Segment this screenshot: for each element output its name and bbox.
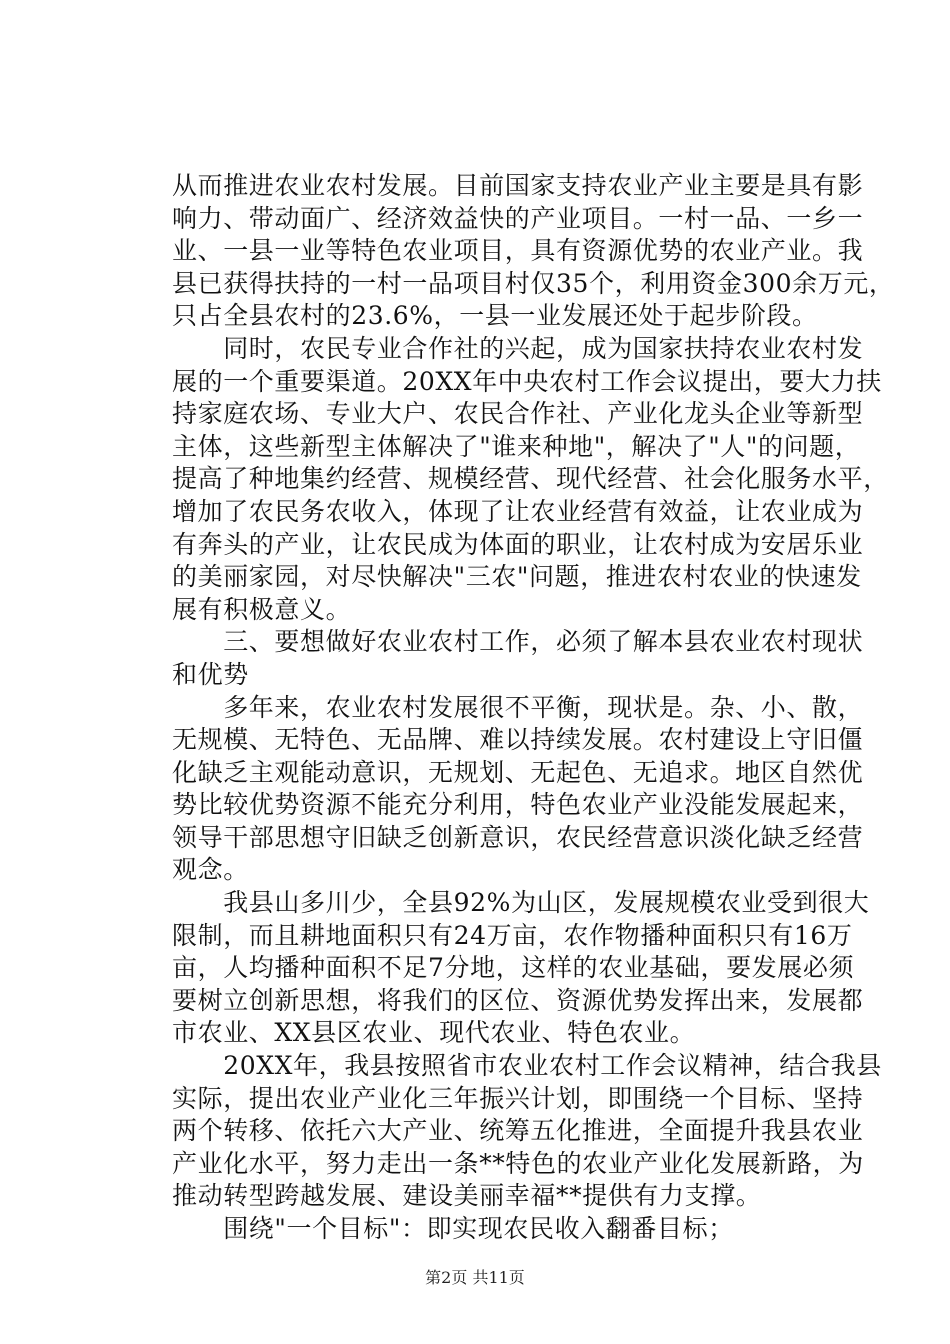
text-line: 主体，这些新型主体解决了"谁来种地"，解决了"人"的问题， [172, 431, 861, 461]
text-line: 只占全县农村的23.6%，一县一业发展还处于起步阶段。 [172, 301, 818, 331]
page-footer: 第2页 共11页 [425, 1268, 525, 1287]
text-line: 化缺乏主观能动意识，无规划、无起色、无追求。地区自然优 [172, 757, 864, 787]
text-line: 无规模、无特色、无品牌、难以持续发展。农村建设上守旧僵 [172, 725, 864, 755]
text-line: 业、一县一业等特色农业项目，具有资源优势的农业产业。我 [172, 236, 864, 266]
text-line: 展有积极意义。 [172, 594, 352, 624]
text-line: 有奔头的产业，让农民成为体面的职业，让农村成为安居乐业 [172, 529, 864, 559]
text-line: 响力、带动面广、经济效益快的产业项目。一村一品、一乡一 [172, 203, 864, 233]
text-line: 亩，人均播种面积不足7分地，这样的农业基础，要发展必须 [172, 953, 855, 983]
text-line: 限制，而且耕地面积只有24万亩，农作物播种面积只有16万 [172, 920, 853, 950]
text-line: 多年来，农业农村发展很不平衡，现状是。杂、小、散， [172, 692, 864, 722]
text-line: 实际，提出农业产业化三年振兴计划，即围绕一个目标、坚持 [172, 1083, 864, 1113]
section-heading: 和优势 [172, 659, 249, 689]
text-line: 增加了农民务农收入，体现了让农业经营有效益，让农业成为 [172, 496, 864, 526]
text-line: 同时，农民专业合作社的兴起，成为国家扶持农业农村发 [172, 333, 864, 363]
text-line: 市农业、XX县区农业、现代农业、特色农业。 [172, 1018, 696, 1048]
text-line: 提高了种地集约经营、规模经营、现代经营、社会化服务水平， [172, 464, 889, 494]
text-line: 我县山多川少，全县92%为山区，发展规模农业受到很大 [172, 888, 870, 918]
text-line: 要树立创新思想，将我们的区位、资源优势发挥出来，发展都 [172, 985, 864, 1015]
text-line: 围绕"一个目标"：即实现农民收入翻番目标； [172, 1214, 734, 1243]
text-line: 产业化水平，努力走出一条**特色的农业产业化发展新路，为 [172, 1148, 864, 1178]
text-line: 县已获得扶持的一村一品项目村仅35个，利用资金300余万元， [172, 268, 895, 298]
text-line: 推动转型跨越发展、建设美丽幸福**提供有力支撑。 [172, 1181, 762, 1211]
body-text [172, 170, 895, 1246]
text-line: 20XX年，我县按照省市农业农村工作会议精神，结合我县 [172, 1051, 882, 1081]
text-line: 的美丽家园，对尽快解决"三农"问题，推进农村农业的快速发 [172, 562, 862, 592]
text-line: 观念。 [172, 855, 249, 885]
text-line: 领导干部思想守旧缺乏创新意识，农民经营意识淡化缺乏经营 [172, 822, 864, 852]
text-line: 持家庭农场、专业大户、农民合作社、产业化龙头企业等新型 [172, 399, 864, 429]
text-line: 从而推进农业农村发展。目前国家支持农业产业主要是具有影 [172, 171, 864, 200]
section-heading: 三、要想做好农业农村工作，必须了解本县农业农村现状 [172, 627, 864, 657]
text-line: 展的一个重要渠道。20XX年中央农村工作会议提出，要大力扶 [172, 366, 882, 396]
text-line: 两个转移、依托六大产业、统筹五化推进，全面提升我县农业 [172, 1116, 864, 1146]
text-line: 势比较优势资源不能充分利用，特色农业产业没能发展起来， [172, 790, 864, 820]
